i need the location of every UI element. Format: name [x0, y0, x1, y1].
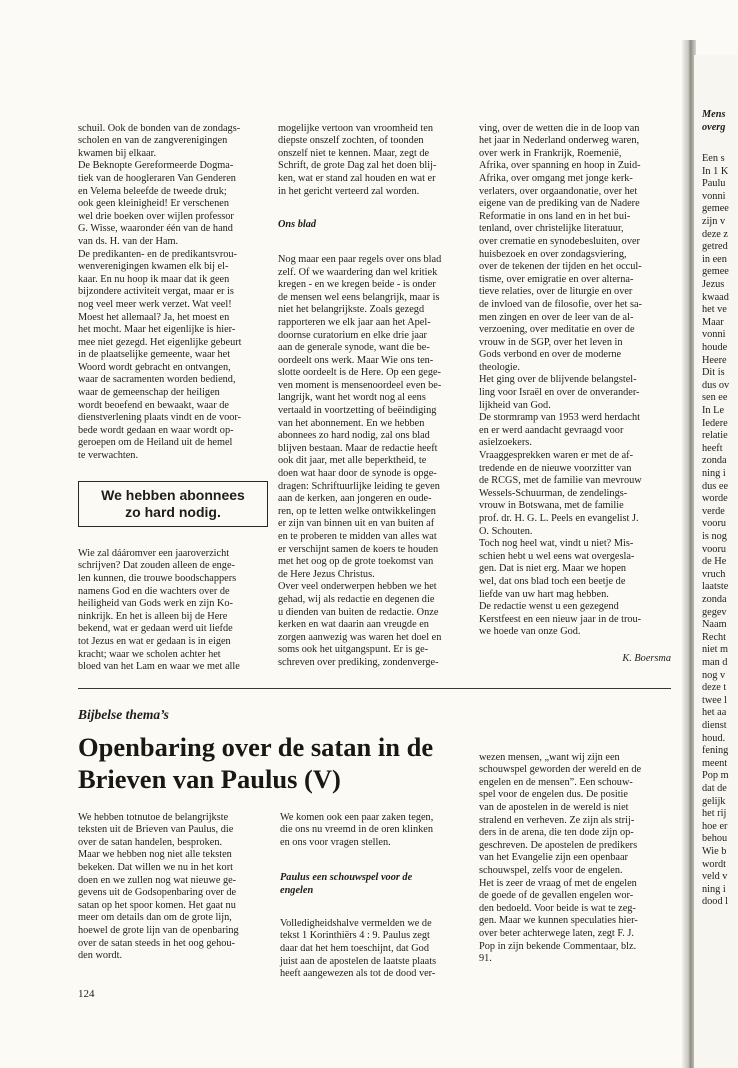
right-page-line: het aa [702, 707, 727, 719]
right-page-line: vooru [702, 518, 727, 530]
right-page-line: relatie [702, 430, 728, 442]
right-page-heading-2: overg [702, 122, 726, 133]
right-page-line: gemee [702, 266, 729, 278]
right-page-line: heeft [702, 442, 723, 454]
right-page-line: het ve [702, 304, 727, 316]
right-page-line: houd. [702, 732, 726, 744]
right-page-line: man d [702, 657, 728, 668]
right-page [694, 55, 738, 1068]
body-text: wezen mensen, „want wij zijn een schouwspel geworden der wereld en de engelen en de mensen”. Een schouw- spel voor de engelen dus. De positie van de apostelen in de wereld is niet stralend en verheven. Ze zijn als strij- ders in de arena, die ten dode zijn op- geschreven. De apostelen de predikers van het Evangelie zijn een openbaar schouwspel, zelfs voor de engelen. Het is zeer de vraag of met de engelen de goede of de gevallen engelen wor- den bedoeld. Voor beide is wat te zeg- gen. Maar we kunnen speculaties hier- over beter achterwege laten, zegt F. J. Pop in zijn bekende Commentaar, blz. 91. [479, 751, 642, 965]
right-page-line: getred [702, 241, 728, 253]
right-page-line: in een [702, 253, 727, 265]
right-page-line: zonda [702, 594, 727, 605]
body-text: We hebben totnutoe de belangrijkste teksten uit de Brieven van Paulus, die over de satan handelen, besproken. Maar we hebben nog niet alle teksten bekeken. Dat willen we nu in het kort doen en we zullen nog wat nieuwe ge- gevens uit de Godsopenbaring over de satan op het spoor komen. Het gaat nu meer om details dan om de grote lijn, hoewel de grote lijn van de openbaring over de satan steeds in het oog gehou- den wordt. [78, 811, 239, 962]
body-text: Wie zal dááromver een jaaroverzicht schrijven? Dat zouden alleen de enge- len kunnen, die trouwe boodschappers namens God en die wachters over de heiligheid van Gods werk en zijn Ko- ninkrijk. En het is alleen bij de Here bekend, wat er gedaan werd uit liefde tot Jezus en wat er gedaan is in eigen kracht; waar we scholen achter het bloed van het Lam en waar we met alle [78, 547, 240, 673]
right-page-line: Dit is [702, 367, 725, 379]
right-page-line: dood l [702, 896, 729, 908]
right-page-line: Maar [702, 316, 724, 328]
right-page-line: gemee [702, 203, 729, 215]
right-page-line: is nog [702, 531, 727, 542]
article-column-1 [78, 110, 268, 686]
right-page-line: deze t [702, 682, 727, 694]
right-page-line: laatste [702, 581, 729, 593]
body-text: ving, over de wetten die in de loop van het jaar in Nederland onderweg waren, over werk in Frankrijk, Roemenië, Afrika, over spanning en hoop in Zuid- Afrika, over omgang met jonge kerk- verlaters, over orgaandonatie, over het eigene van de prediking van de Nadere Reformatie in ons land en in het bui- tenland, over christelijke literatuur, over crematie en synodebesluiten, over huisbezoek en over zondagsviering, over de tekenen der tijden en het occul- tisme, over emigratie en over alterna- tieve relaties, over de liturgie en over de invloed van de filosofie, over het sa- men zingen en over de leer van de al- verzoening, over meditatie en over de vrouw in de SGP, over het leven in Gods verbond en over de moderne theologie. Het ging over de blijvende belangstel- ling voor Israël en over de onverander- lijkheid van God. De stormramp van 1953 werd herdacht en er werd aandacht gevraagd voor asielzoekers. Vraaggesprekken waren er met de af- tredende en de nieuwe voorzitter van de RCGS, met de familie van mevrouw Wessels-Schuurman, de zendelings- vrouw in Botswana, met de familie prof. dr. H. G. L. Peels en evangelist J. O. Schouten. Toch nog heel wat, vindt u niet? Mis- schien hebt u wel eens wat overgesla- gen. Dat is niet erg. Maar we hopen wel, dat ons blad toch een beetje de liefde van uw hart mag hebben. De redactie wenst u een gezegend Kerstfeest en een nieuw jaar in de trou- we hoede van onze God. [479, 122, 642, 638]
right-page-heading-1: Mens [702, 109, 726, 120]
right-page-line: Iedere [702, 417, 728, 429]
subheading-schouwspel: Paulus een schouwspel voor de engelen [280, 871, 413, 896]
right-page-line: gelijk [702, 795, 726, 807]
article-column-3 [479, 110, 671, 678]
right-page-line: hoe er [702, 820, 728, 832]
right-page-line: Een s [702, 153, 725, 164]
right-page-line: deze z [702, 228, 729, 240]
right-page-line: Recht [702, 631, 727, 643]
right-page-line: dienst [702, 720, 727, 731]
right-page-line: vonni [702, 329, 726, 341]
right-page-line: veld v [702, 871, 728, 883]
body-text: Volledigheidshalve vermelden we de tekst 1 Korinthiërs 4 : 9. Paulus zegt daar dat het hem toeschijnt, dat God juist aan de apostelen de laatste plaats heeft aangewezen als tot de dood ver- [280, 917, 437, 980]
right-page-line: twee l [702, 694, 727, 706]
section-divider [78, 688, 671, 689]
right-page-line: het rij [702, 808, 727, 820]
right-page-line: kwaad [702, 291, 729, 303]
right-page-line: Paulu [702, 178, 726, 190]
body-text: mogelijke vertoon van vroomheid ten diepste onszelf zochten, of toonden onszelf niet te kennen. Maar, zegt de Schrift, de grote Dag zal het doen blij- ken, wat er stand zal houden en wat er in het gericht verteerd zal worden. [278, 122, 437, 197]
subheading-ons-blad: Ons blad [278, 218, 317, 230]
right-page-line: Naam [702, 619, 727, 631]
right-page-line: dus ee [702, 480, 729, 492]
right-page-line: behou [702, 833, 728, 845]
right-page-line: niet m [702, 644, 729, 656]
body-text: Nog maar een paar regels over ons blad zelf. Of we waardering dan wel kritiek kregen - en we kregen beide - is onder de mensen wel eens belangrijk, maar is niet het belangrijkste. Zoals gezegd rapporteren we elk jaar aan het Apel- doornse curatorium en elke drie jaar aan de generale synode, want die be- oordeelt ons werk. Maar Wie ons ten- slotte oordeelt is de Here. Op een gege- ven moment is mensenoordeel even be- langrijk, want het wordt nog al eens vertaald in voortzetting of beëindiging van het abonnement. En we hebben abonnees zo hard nodig, zal ons blad blijven bestaan. Maar de redactie heeft ook dit jaar, met alle beperktheid, te doen wat haar door de synode is opge- dragen: Schriftuurlijke leiding te geven aan de kerken, aan jongeren en oude- ren, op te letten welke ontwikkelingen er zijn van binnen uit en van buiten af en te proberen te midden van alles wat er verschijnt samen de koers te houden met het oog op de grote toekomst van de Here Jezus Christus. Over veel onderwerpen hebben we het gehad, wij als redactie en degenen die u dienden van buiten de redactie. Onze kerken en wat daarin aan vreugde en zorgen aanwezig was waren het doel en soms ook het uitgangspunt. Er is ge- schreven over prediking, zondenverge- [278, 253, 442, 668]
article-column-2 [278, 110, 470, 682]
article2-column-1 [78, 799, 268, 975]
right-page-line: meent [702, 757, 728, 769]
page-number: 124 [78, 988, 95, 1000]
right-page-line: vonni [702, 190, 726, 202]
pull-quote: We hebben abonnees zo hard nodig. [78, 481, 268, 527]
right-page-line: vooru [702, 543, 727, 555]
body-text: schuil. Ook de bonden van de zondags- scholen en van de zangverenigingen kwamen bij elkaar. De Beknopte Gereformeerde Dogma- tiek van de hoogleraren Van Genderen en Velema beleefde de tweede druk; ook geen kleinigheid! Er verschenen wel drie boeken over wijlen professor G. Wisse, waaronder één van de hand van ds. H. van der Ham. De predikanten- en de predikantsvrou- wenverenigingen kwamen elk bij el- kaar. En nu hoop ik maar dat ik geen bijzondere activiteit vergat, maar er is nog veel meer werk verzet. Wat veel! Moest het allemaal? Ja, het moest en het mocht. Maar het eigenlijke is hier- mee niet gezegd. Het eigenlijke gebeurt in de plaatselijke gemeente, waar het Woord wordt gebracht en ontvangen, waar de sacramenten worden bediend, waar de gemeenschap der heiligen wordt beoefend en bewaakt, waar de dienstverlening plaats vindt en de voor- bede wordt gedaan en waar wordt op- geroepen om de Heiland uit de hemel te verwachten. [78, 122, 242, 462]
right-page-line: dus ov [702, 379, 730, 391]
right-page-line: vruch [702, 568, 726, 580]
right-page-line: Wie b [702, 846, 727, 857]
right-page-line: In 1 K [702, 165, 729, 177]
author-signature: K. Boersma [622, 652, 671, 664]
right-page-line: gegev [702, 606, 727, 618]
right-page-line: Jezus [702, 279, 725, 290]
right-page-line: nog v [702, 669, 726, 681]
right-page-line: verde [702, 505, 725, 517]
article-headline: Openbaring over de satan in de Brieven van Paulus (V) [78, 732, 434, 794]
series-label: Bijbelse thema’s [78, 707, 169, 722]
right-page-line: sen ee [702, 392, 728, 404]
right-page-line: In Le [702, 405, 725, 416]
right-page-line: Pop m [702, 770, 729, 782]
right-page-line: houde [702, 342, 728, 353]
right-page-line: zijn v [702, 216, 726, 227]
right-page-line: de He [702, 556, 727, 568]
right-page-line: wordt [702, 858, 727, 870]
article2-column-2 [280, 799, 470, 993]
body-text: We komen ook een paar zaken tegen, die ons nu vreemd in de oren klinken en ons voor vragen stellen. [280, 811, 434, 848]
right-page-line: Heere [702, 354, 727, 366]
right-page-line: ning i [702, 883, 726, 895]
right-page-line: dat de [702, 783, 727, 794]
right-page-line: ning i [702, 468, 726, 479]
right-page-line: zonda [702, 455, 727, 467]
right-page-line: fening [702, 745, 729, 757]
right-page-line: worde [702, 493, 728, 505]
article2-column-3 [479, 739, 671, 978]
